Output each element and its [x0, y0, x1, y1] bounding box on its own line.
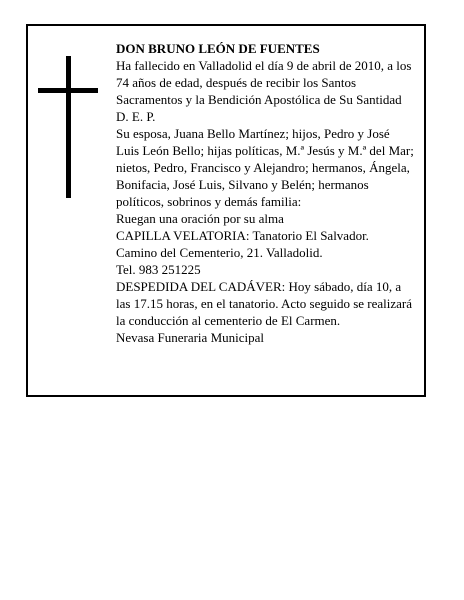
obituary-notice	[26, 24, 426, 397]
cross-icon	[38, 56, 98, 198]
rip-line: D. E. P.	[116, 109, 156, 124]
deceased-name: DON BRUNO LEÓN DE FUENTES	[116, 41, 320, 56]
notice-text	[116, 40, 416, 346]
cross-vertical-bar	[66, 56, 71, 198]
death-statement: Ha fallecido en Valladolid el día 9 de abril de 2010, a los 74 años de edad, después de recibir los Santos Sacramentos y la Bendición Apostólica de Su Santidad	[116, 58, 412, 107]
farewell-info: DESPEDIDA DEL CADÁVER: Hoy sábado, día 10, a las 17.15 horas, en el tanatorio. Acto seguido se realizará la conducción al cementerio de El Carmen.	[116, 279, 413, 328]
chapel-address: Camino del Cementerio, 21. Valladolid.	[116, 245, 323, 260]
chapel-phone: Tel. 983 251225	[116, 262, 201, 277]
prayer-request: Ruegan una oración por su alma	[116, 211, 284, 226]
cross-horizontal-bar	[38, 88, 98, 93]
chapel-info: CAPILLA VELATORIA: Tanatorio El Salvador.	[116, 228, 369, 243]
funeral-home: Nevasa Funeraria Municipal	[116, 330, 265, 345]
family-list: Su esposa, Juana Bello Martínez; hijos, Pedro y José Luis León Bello; hijas políticas, M.ª Jesús y M.ª del Mar; nietos, Pedro, Francisco y Alejandro; hermanos, Ángela, Bonifacia, José Luis, Silvano y Belén; hermanos políticos, sobrinos y demás familia:	[116, 126, 414, 209]
